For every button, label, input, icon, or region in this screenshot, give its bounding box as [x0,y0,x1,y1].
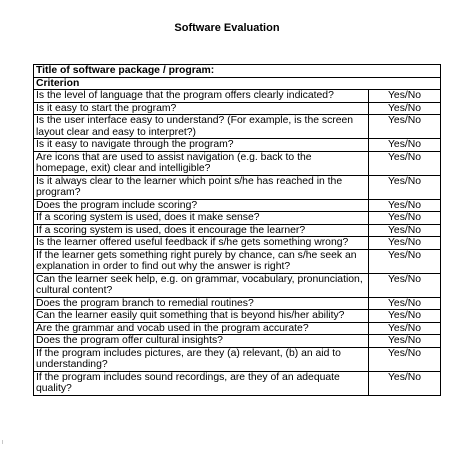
package-title-label: Title of software package / program: [34,65,441,78]
criterion-text: Are icons that are used to assist navigation (e.g. back to the homepage, exit) clear and intelligible? [34,151,369,175]
criterion-text: If the program includes sound recordings, are they of an adequate quality? [34,371,369,395]
criterion-row [34,199,441,212]
criterion-row [34,249,441,273]
criterion-row [34,237,441,250]
criterion-text: Is the level of language that the program offers clearly indicated? [34,90,369,103]
yes-no-answer: Yes/No [369,199,441,212]
criterion-text: Can the learner seek help, e.g. on grammar, vocabulary, pronunciation, cultural content? [34,273,369,297]
criterion-text: If the learner gets something right purely by chance, can s/he seek an explanation in order to find out why the answer is right? [34,249,369,273]
yes-no-answer: Yes/No [369,297,441,310]
criterion-row [34,115,441,139]
evaluation-table [33,64,441,396]
criterion-row [34,310,441,323]
yes-no-answer: Yes/No [369,139,441,152]
criterion-text: Is it easy to navigate through the program? [34,139,369,152]
criterion-row [34,224,441,237]
criterion-text: Can the learner easily quit something that is beyond his/her ability? [34,310,369,323]
yes-no-answer: Yes/No [369,249,441,273]
criterion-row [34,335,441,348]
criterion-row [34,371,441,395]
yes-no-answer: Yes/No [369,175,441,199]
criterion-row [34,175,441,199]
criterion-text: Does the program offer cultural insights? [34,335,369,348]
criterion-text: Is the learner offered useful feedback if s/he gets something wrong? [34,237,369,250]
package-title-row [34,65,441,78]
page-edge-mark [2,440,3,444]
criterion-header: Criterion [34,77,441,90]
criterion-text: Is the user interface easy to understand? (For example, is the screen layout clear and easy to interpret?) [34,115,369,139]
criterion-row [34,102,441,115]
criterion-text: Is it easy to start the program? [34,102,369,115]
yes-no-answer: Yes/No [369,90,441,103]
criterion-text: Does the program include scoring? [34,199,369,212]
criterion-row [34,347,441,371]
criterion-text: Is it always clear to the learner which point s/he has reached in the program? [34,175,369,199]
document-title: Software Evaluation [174,22,280,34]
yes-no-answer: Yes/No [369,212,441,225]
criterion-text: Does the program branch to remedial routines? [34,297,369,310]
criterion-row [34,212,441,225]
yes-no-answer: Yes/No [369,310,441,323]
criterion-header-row [34,77,441,90]
yes-no-answer: Yes/No [369,151,441,175]
yes-no-answer: Yes/No [369,115,441,139]
yes-no-answer: Yes/No [369,273,441,297]
yes-no-answer: Yes/No [369,102,441,115]
yes-no-answer: Yes/No [369,237,441,250]
yes-no-answer: Yes/No [369,322,441,335]
criterion-text: If a scoring system is used, does it make sense? [34,212,369,225]
yes-no-answer: Yes/No [369,335,441,348]
criterion-row [34,322,441,335]
criterion-row [34,297,441,310]
yes-no-answer: Yes/No [369,224,441,237]
criterion-text: If the program includes pictures, are they (a) relevant, (b) an aid to understanding? [34,347,369,371]
criterion-row [34,273,441,297]
criterion-text: If a scoring system is used, does it encourage the learner? [34,224,369,237]
criterion-row [34,151,441,175]
evaluation-table-body [34,65,441,396]
criterion-row [34,139,441,152]
yes-no-answer: Yes/No [369,371,441,395]
criterion-text: Are the grammar and vocab used in the program accurate? [34,322,369,335]
yes-no-answer: Yes/No [369,347,441,371]
criterion-row [34,90,441,103]
